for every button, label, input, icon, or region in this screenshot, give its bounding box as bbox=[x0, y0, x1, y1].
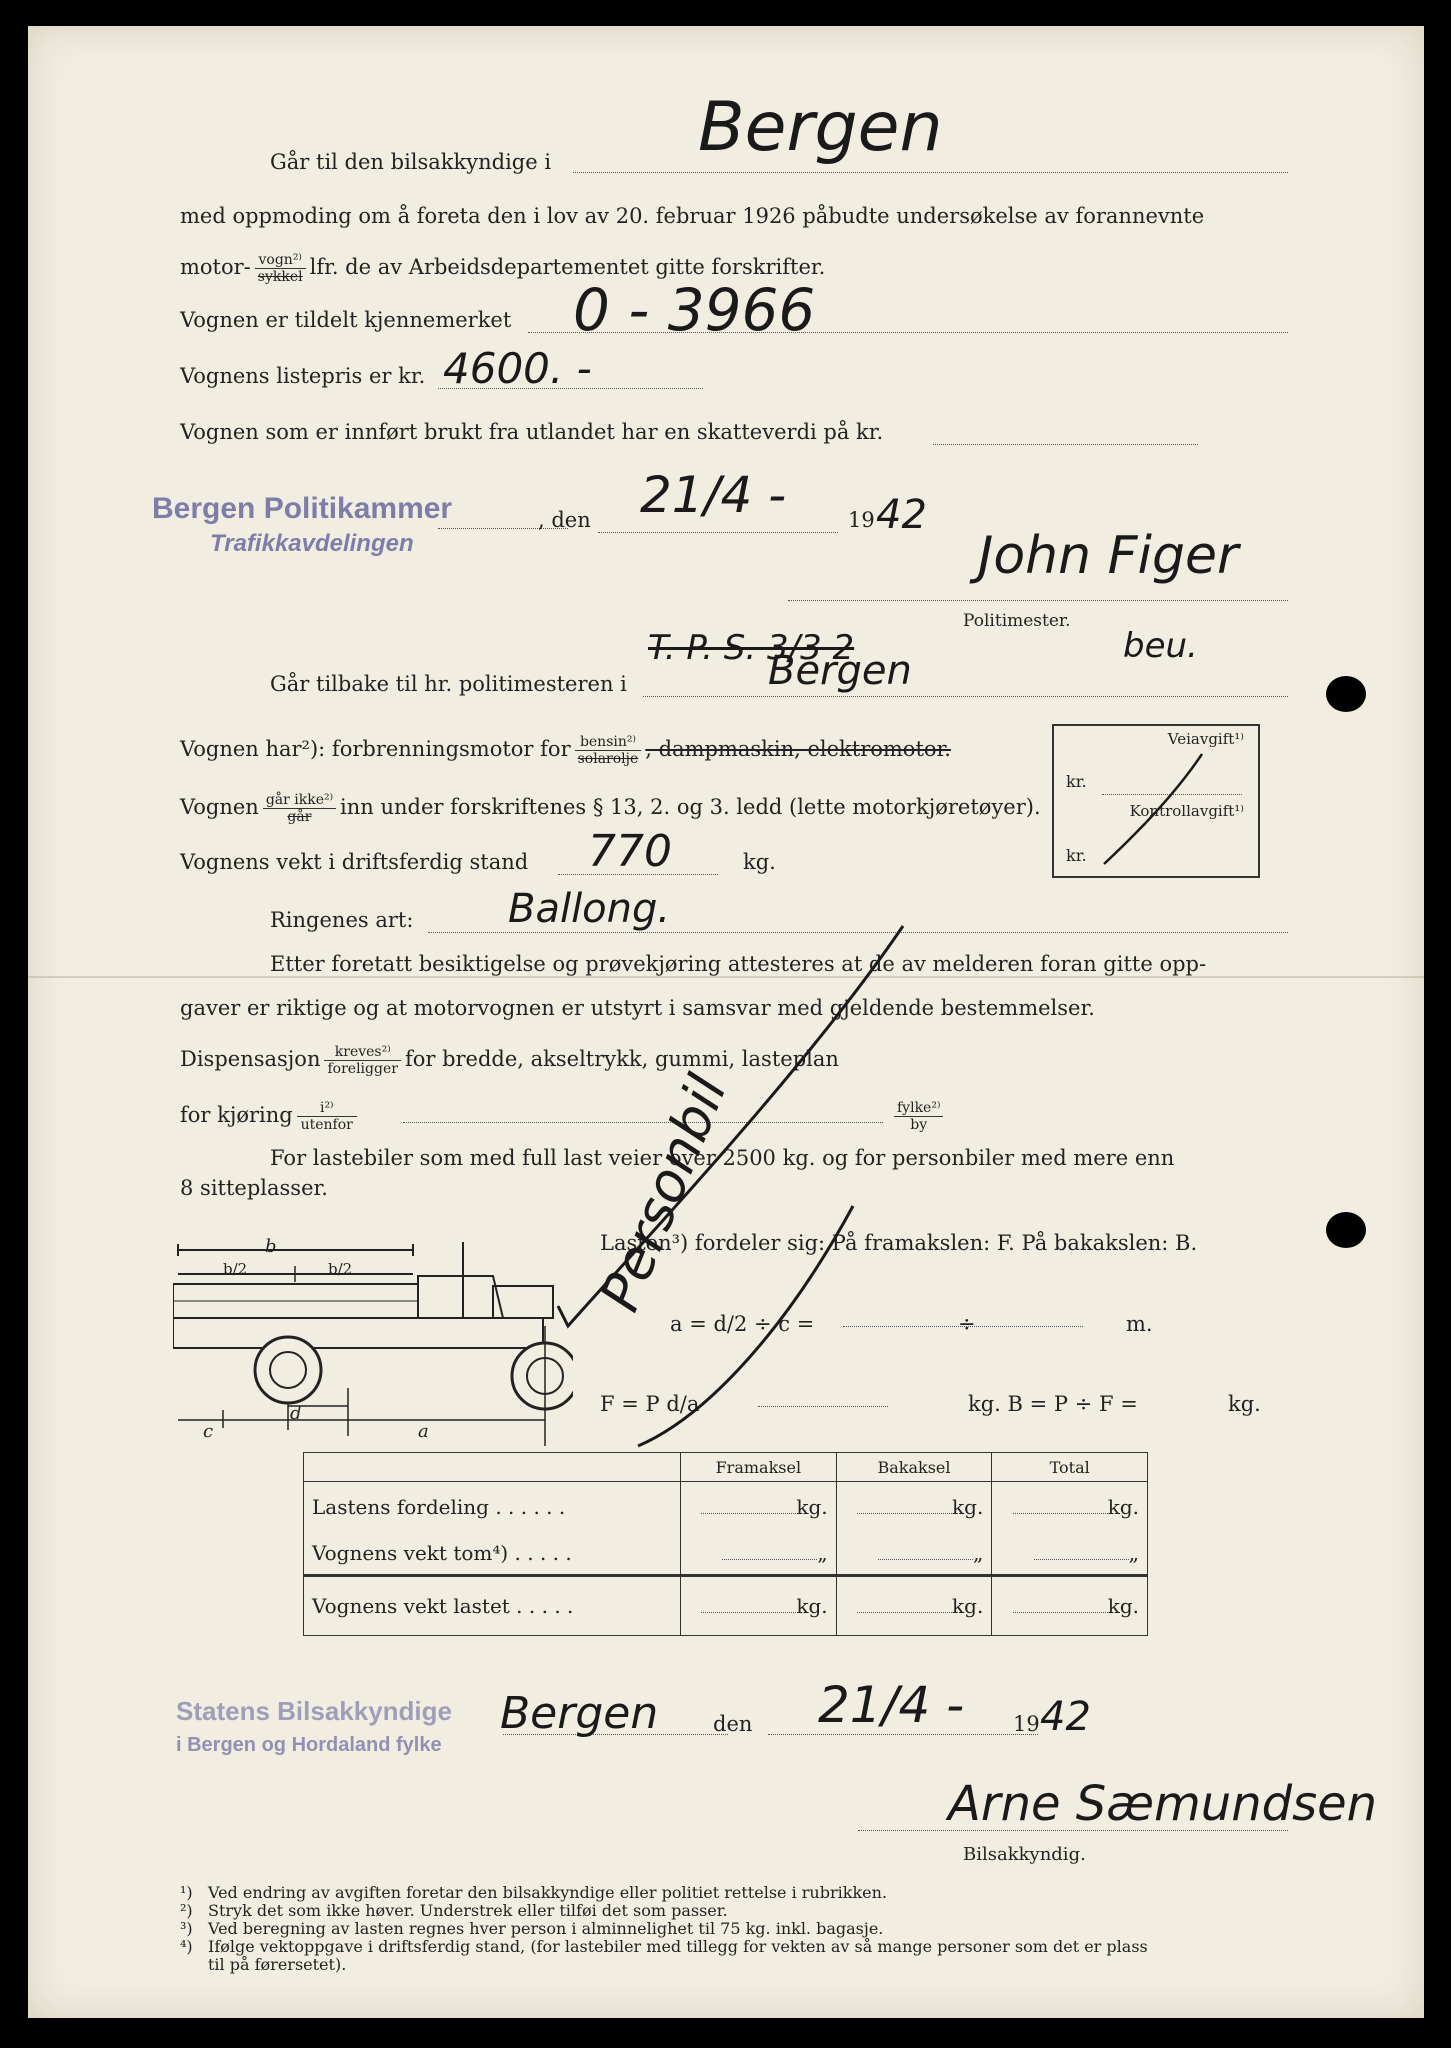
fraction-bottom: foreligger bbox=[327, 1061, 398, 1077]
diagram-label-b: b bbox=[265, 1236, 277, 1257]
fraction-bottom: sykkel bbox=[257, 269, 303, 285]
table-cell bbox=[836, 1576, 992, 1636]
formula-a-minus: ÷ bbox=[958, 1312, 976, 1336]
police-stamp-line1: Bergen Politikammer bbox=[152, 492, 453, 525]
dotted-line bbox=[643, 696, 1288, 697]
police-signature-suffix: beu. bbox=[1123, 626, 1198, 666]
cell-unit: kg. bbox=[952, 1594, 984, 1618]
handwritten-year: 42 bbox=[876, 492, 927, 538]
table-cell bbox=[681, 1482, 837, 1532]
cell-line bbox=[701, 1513, 796, 1514]
cell-unit: kg. bbox=[1107, 1494, 1139, 1519]
year-prefix: 19 bbox=[848, 508, 875, 532]
fraction-top: i²⁾ bbox=[297, 1100, 357, 1117]
footnote-text: Ved endring av avgiften foretar den bilsakkyndige eller politiet rettelse i rubrikken. bbox=[208, 1883, 887, 1902]
handwritten-personbil: Personbil bbox=[588, 1066, 740, 1320]
table-cell bbox=[681, 1532, 837, 1576]
dotted-line bbox=[768, 1734, 1038, 1735]
footnote-4-cont bbox=[180, 1956, 346, 1974]
gar-prefix: Vognen bbox=[180, 795, 259, 819]
fraction-bottom: går bbox=[287, 809, 312, 825]
diagram-label-b2a: b/2 bbox=[223, 1260, 248, 1278]
table-cell bbox=[992, 1576, 1148, 1636]
cell-unit: kg. bbox=[796, 1494, 828, 1519]
dotted-line bbox=[788, 600, 1288, 601]
fraction-motor bbox=[575, 734, 642, 767]
attest-line2: gaver er riktige og at motorvognen er utstyrt i samsvar med gjeldende bestemmelser. bbox=[180, 996, 1095, 1020]
line3-suffix: lfr. de av Arbeidsdepartementet gitte forskrifter. bbox=[309, 255, 826, 279]
diagram-label-c: c bbox=[203, 1421, 214, 1442]
table-cell bbox=[836, 1532, 992, 1576]
fraction-bottom: by bbox=[910, 1117, 928, 1133]
cell-line bbox=[878, 1559, 973, 1560]
handwritten-ringer: Ballong. bbox=[508, 886, 671, 932]
cell-line bbox=[701, 1612, 796, 1613]
bilsakkyndig-signature: Arne Sæmundsen bbox=[948, 1776, 1378, 1832]
formula-a: a = d/2 ÷ c = bbox=[670, 1312, 815, 1336]
veiavgift-label: Veiavgift¹⁾ bbox=[1167, 730, 1244, 748]
disp-suffix: for bredde, akseltrykk, gummi, lasteplan bbox=[404, 1047, 839, 1071]
fraction-kjoring bbox=[297, 1100, 357, 1133]
den-label: , den bbox=[538, 508, 591, 532]
fraction-bottom: utenfor bbox=[300, 1117, 353, 1133]
attest-line1: Etter foretatt besiktigelse og prøvekjøring attesteres at de av melderen foran gitte opp- bbox=[270, 952, 1207, 976]
den-label: den bbox=[713, 1712, 753, 1736]
fraction-gar bbox=[263, 792, 336, 825]
vekt-label: Vognens vekt i driftsferdig stand bbox=[180, 850, 529, 874]
fraction-vogn bbox=[255, 252, 306, 285]
punch-hole bbox=[1326, 1212, 1366, 1248]
handwritten-stroke bbox=[1054, 726, 1258, 876]
police-signature: John Figer bbox=[978, 526, 1239, 586]
bilsakkyndig-label: Bilsakkyndig. bbox=[963, 1844, 1086, 1865]
table-header-blank bbox=[304, 1453, 681, 1482]
cell-unit: kg. bbox=[796, 1594, 828, 1618]
table-row-label: Vognens vekt lastet . . . . . bbox=[304, 1576, 681, 1636]
fraction-disp bbox=[324, 1044, 400, 1077]
diagram-label-d: d bbox=[290, 1403, 302, 1424]
footnote-4 bbox=[180, 1938, 1148, 1956]
fraction-top: fylke²⁾ bbox=[894, 1100, 943, 1117]
avgift-box bbox=[1052, 724, 1260, 878]
table-header: Total bbox=[992, 1453, 1148, 1482]
disp-label: Dispensasjon bbox=[180, 1047, 321, 1071]
footnote-2 bbox=[180, 1902, 728, 1920]
handwritten-year-2: 42 bbox=[1040, 1694, 1091, 1740]
formula-f: F = P d/a bbox=[600, 1392, 700, 1416]
bilsakkyndig-stamp-line2: i Bergen og Hordaland fylke bbox=[176, 1734, 442, 1756]
dotted-line bbox=[933, 444, 1198, 445]
weight-table bbox=[303, 1452, 1148, 1636]
fraction-top: kreves²⁾ bbox=[324, 1044, 400, 1061]
handwritten-listepris: 4600. - bbox=[443, 344, 592, 393]
laste-line2: 8 sitteplasser. bbox=[180, 1176, 328, 1200]
table-cell bbox=[836, 1482, 992, 1532]
police-stamp-line2: Trafikkavdelingen bbox=[210, 530, 414, 557]
line2-text: med oppmoding om å foreta den i lov av 20. februar 1926 påbudte undersøkelse av forannevnte bbox=[180, 204, 1205, 228]
motor-line bbox=[180, 734, 951, 767]
cell-line bbox=[1013, 1612, 1108, 1613]
motor-label: Vognen har²): forbrenningsmotor for bbox=[180, 737, 571, 761]
politimester-label: Politimester. bbox=[963, 611, 1071, 631]
kjennemerke-label: Vognen er tildelt kjennemerket bbox=[180, 308, 512, 332]
vekt-unit: kg. bbox=[743, 850, 776, 874]
fraction-top: vogn²⁾ bbox=[255, 252, 306, 269]
cell-unit: kg. bbox=[952, 1494, 984, 1519]
formula-a-unit: m. bbox=[1126, 1312, 1153, 1336]
handwritten-place: Bergen bbox=[500, 1688, 659, 1739]
table-row bbox=[304, 1532, 1148, 1576]
line3-prefix: motor- bbox=[180, 255, 251, 279]
skatteverdi-label: Vognen som er innført brukt fra utlandet har en skatteverdi på kr. bbox=[180, 420, 884, 444]
fraction-bottom: solarolje bbox=[577, 751, 639, 767]
form-page bbox=[28, 26, 1424, 2018]
punch-hole bbox=[1326, 676, 1366, 712]
handwritten-vekt: 770 bbox=[588, 826, 672, 877]
footnote-mark: ²) bbox=[180, 1901, 193, 1920]
table-header-row bbox=[304, 1453, 1148, 1482]
cell-unit: „ bbox=[1128, 1540, 1139, 1565]
cell-line bbox=[857, 1612, 952, 1613]
table-header: Bakaksel bbox=[836, 1453, 992, 1482]
year-prefix-2: 19 bbox=[1013, 1712, 1040, 1736]
table-row-label: Lastens fordeling . . . . . . bbox=[304, 1482, 681, 1532]
cell-line bbox=[1034, 1559, 1129, 1560]
return-label: Går tilbake til hr. politimesteren i bbox=[270, 672, 627, 696]
footnote-mark: ³) bbox=[180, 1919, 193, 1938]
footnote-1 bbox=[180, 1884, 887, 1902]
motor-suffix: , dampmaskin, elektromotor. bbox=[645, 737, 951, 761]
handwritten-return-city: Bergen bbox=[768, 648, 912, 694]
gar-suffix: inn under forskriftenes § 13, 2. og 3. ledd (lette motorkjøretøyer). bbox=[340, 795, 1041, 819]
footnote-text: Stryk det som ikke høver. Understrek eller tilføi det som passer. bbox=[208, 1901, 728, 1920]
gar-line bbox=[180, 792, 1041, 825]
kjoring-line bbox=[180, 1100, 361, 1133]
cell-unit: kg. bbox=[1107, 1594, 1139, 1618]
handwritten-kjennemerke: 0 - 3966 bbox=[573, 276, 816, 344]
dotted-line bbox=[598, 532, 838, 533]
line1-label: Går til den bilsakkyndige i bbox=[270, 150, 552, 174]
footnote-mark: ¹) bbox=[180, 1883, 193, 1902]
table-cell bbox=[992, 1532, 1148, 1576]
diagram-label-b2b: b/2 bbox=[328, 1260, 353, 1278]
formula-b-unit: kg. bbox=[1228, 1392, 1261, 1416]
listepris-label: Vognens listepris er kr. bbox=[180, 364, 426, 388]
cell-unit: „ bbox=[817, 1540, 828, 1565]
cell-line bbox=[1013, 1513, 1108, 1514]
diagram-label-a: a bbox=[418, 1421, 429, 1442]
kr-label: kr. bbox=[1066, 772, 1087, 791]
table-row-label: Vognens vekt tom⁴) . . . . . bbox=[304, 1532, 681, 1576]
cell-line bbox=[857, 1513, 952, 1514]
footnote-3 bbox=[180, 1920, 883, 1938]
table-header: Framaksel bbox=[681, 1453, 837, 1482]
cell-unit: „ bbox=[972, 1540, 984, 1565]
lasten-text: Lasten³) fordeler sig: På framakslen: F. På bakakslen: B. bbox=[600, 1231, 1198, 1255]
handwritten-date: 21/4 - bbox=[640, 466, 787, 524]
footnote-text: Ved beregning av lasten regnes hver person i alminnelighet til 75 kg. inkl. bagasje. bbox=[208, 1919, 884, 1938]
dotted-line bbox=[573, 172, 1288, 173]
fraction-top: går ikke²⁾ bbox=[263, 792, 336, 809]
handwritten-crossed: T. P. S. 3/3 2 bbox=[648, 628, 855, 668]
dotted-line bbox=[858, 1830, 1288, 1831]
footnote-text: til på førersetet). bbox=[208, 1955, 347, 1974]
footnote-mark: ⁴) bbox=[180, 1937, 193, 1956]
bilsakkyndig-stamp-line1: Statens Bilsakkyndige bbox=[176, 1696, 452, 1726]
laste-line1: For lastebiler som med full last veier over 2500 kg. og for personbiler med mere enn bbox=[270, 1146, 1175, 1170]
footnote-text: Ifølge vektoppgave i driftsferdig stand, (for lastebiler med tillegg for vekten av så mange personer som det er plass bbox=[208, 1937, 1148, 1956]
handwritten-city: Bergen bbox=[698, 88, 943, 167]
kjoring-label: for kjøring bbox=[180, 1103, 293, 1127]
kr-label: kr. bbox=[1066, 846, 1087, 865]
table-row bbox=[304, 1576, 1148, 1636]
cell-line bbox=[722, 1559, 817, 1560]
table-cell bbox=[992, 1482, 1148, 1532]
handwritten-date-2: 21/4 - bbox=[818, 1676, 965, 1734]
formula-f-unit: kg. B = P ÷ F = bbox=[968, 1392, 1138, 1416]
fraction-top: bensin²⁾ bbox=[575, 734, 642, 751]
table-cell bbox=[681, 1576, 837, 1636]
table-row bbox=[304, 1482, 1148, 1532]
kontrollavgift-label: Kontrollavgift¹⁾ bbox=[1129, 802, 1244, 820]
ringer-label: Ringenes art: bbox=[270, 908, 414, 932]
